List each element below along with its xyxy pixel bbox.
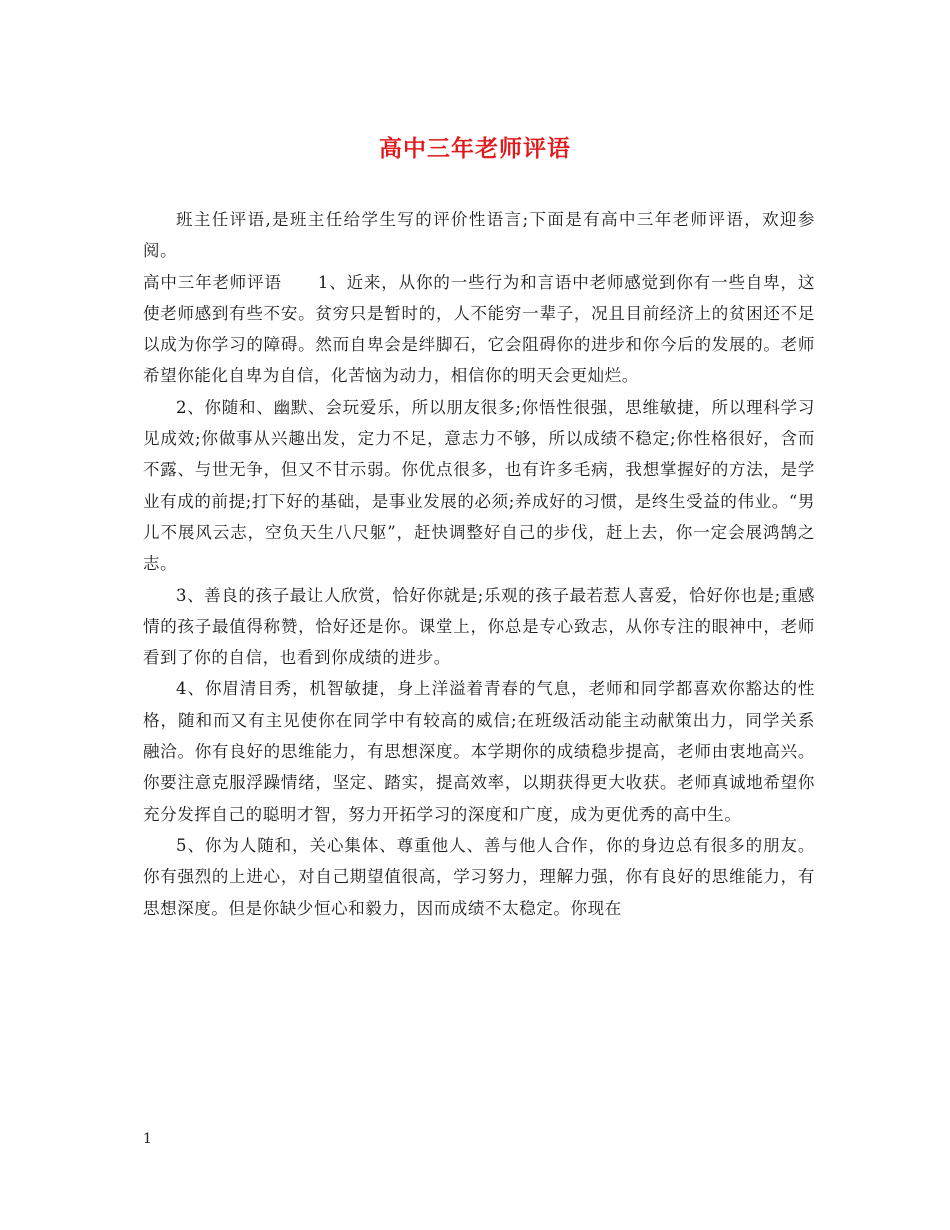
comment-1-text: 1、近来，从你的一些行为和言语中老师感觉到你有一些自卑，这使老师感到有些不安。贫穷只是暂时的，人不能穷一辈子，况且目前经济上的贫困还不足以成为你学习的障碍。然而自卑会是绊脚石，它会阻碍你的进步和你今后的发展的。老师希望你能化自卑为自信，化苦恼为动力，相信你的明天会更灿烂。 <box>143 272 815 386</box>
document-body <box>143 204 815 924</box>
document-title: 高中三年老师评语 <box>379 135 571 162</box>
comment-paragraph-5: 5、你为人随和，关心集体、尊重他人、善与他人合作，你的身边总有很多的朋友。你有强烈的上进心，对自己期望值很高，学习努力，理解力强，你有良好的思维能力，有思想深度。但是你缺少恒心和毅力，因而成绩不太稳定。你现在 <box>143 835 815 918</box>
comment-paragraph-1 <box>143 267 815 392</box>
comment-paragraph-3: 3、善良的孩子最让人欣赏，恰好你就是;乐观的孩子最若惹人喜爱，恰好你也是;重感情的孩子最值得称赞，恰好还是你。课堂上，你总是专心致志，从你专注的眼神中，老师看到了你的自信，也看到你成绩的进步。 <box>143 585 816 668</box>
page-number: 1 <box>143 1131 152 1147</box>
comment-paragraph-2: 2、你随和、幽默、会玩爱乐，所以朋友很多;你悟性很强，思维敏捷，所以理科学习见成效;你做事从兴趣出发，定力不足，意志力不够，所以成绩不稳定;你性格很好，含而不露、与世无争，但又不甘示弱。你优点很多，也有许多毛病，我想掌握好的方法，是学业有成的前提;打下好的基础，是事业发展的必须;养成好的习惯，是终生受益的伟业。“男儿不展风云志，空负天生八尺躯”，赶快调整好自己的步伐，赶上去，你一定会展鸿鹄之志。 <box>143 397 815 574</box>
lead-label: 高中三年老师评语 <box>143 272 282 292</box>
intro-paragraph: 班主任评语,是班主任给学生写的评价性语言;下面是有高中三年老师评语，欢迎参阅。 <box>143 210 815 261</box>
comment-paragraph-4: 4、你眉清目秀，机智敏捷，身上洋溢着青春的气息，老师和同学都喜欢你豁达的性格，随和而又有主见使你在同学中有较高的威信;在班级活动能主动献策出力，同学关系融洽。你有良好的思维能力，有思想深度。本学期你的成绩稳步提高，老师由衷地高兴。你要注意克服浮躁情绪，坚定、踏实，提高效率，以期获得更大收获。老师真诚地希望你充分发挥自己的聪明才智，努力开拓学习的深度和广度，成为更优秀的高中生。 <box>143 679 815 824</box>
